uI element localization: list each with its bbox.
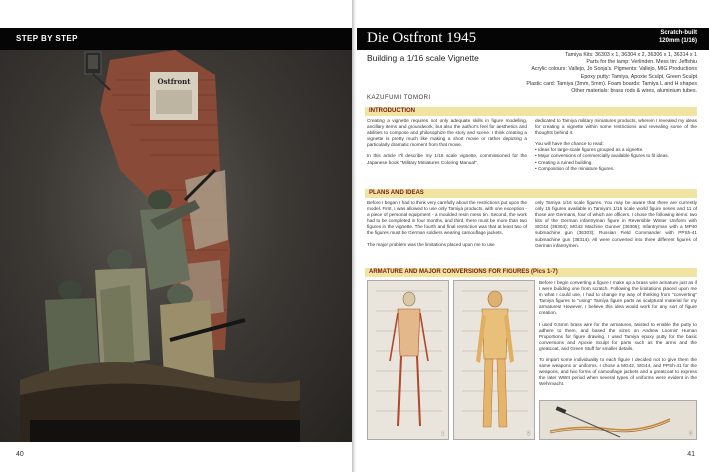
article-subtitle: Building a 1/16 scale Vignette [367, 53, 479, 63]
paragraph: I used 0.5mm brass wire for the armatures, twisted to enable the putty to adhere to them, and based the sizes on Andrew Loomis' Human Proportions for figure drawing. I used Tamiya epoxy putty for the basic conversions and Apoxie Sculpt for parts such as the arms and the greatcoat, and Green Stuff for smaller details. [539, 321, 697, 351]
left-page-footer [0, 442, 352, 472]
armature-heading-text [369, 269, 558, 275]
plans-heading [365, 189, 697, 198]
armature-heading-suffix: (Pics 1-7) [531, 269, 558, 275]
paragraph: Before I begin converting a figure I make up a brass wire armature just as if I were building one from scratch. Following the limitations placed upon me in what I could use, I had to change my way of thinking from "converting" Tamiya figures to "using" Tamiya figure parts as sculptural material for my armatures! However, I believe this idea would work for any sort of figure creation. [539, 280, 697, 316]
spec-line: Other materials: brass rods & wires, aluminium tubes. [571, 88, 697, 95]
armature-sketch-icon [368, 281, 449, 440]
paragraph: Creating a vignette requires not only adequate skills in figure modelling, ancillary items and groundwork, but also the author's feel for aesthetics and abilities to compose and philosophize the story and scene. I think creating a vignette is pretty much like making a short movie or rather depicting a particularly dramatic moment from that movie. [367, 118, 527, 148]
sculpt-progress-icon [454, 281, 535, 440]
introduction-heading-text: INTRODUCTION [369, 108, 415, 114]
page-number-left: 40 [16, 451, 24, 458]
paragraph: Before I began I had to think very carefully about the restrictions put upon the model. First, I was allowed to use only Tamiya products, with one exception - a piece of personal equipment - a moulded resin mess tin. Second, the work had to be completed in four months, and third, there must be more than two figures in the vignette. The fourth and final restriction was that at least two of the figures must be German soldiers wearing camouflage jackets. [367, 200, 527, 236]
armature-heading [365, 268, 697, 277]
plans-column-2 [535, 200, 697, 254]
plans-column-1 [367, 200, 527, 253]
spec-line: Tamiya Kits: 36303 x 1, 36304 x 2, 36306 x 1, 36314 x 1 [565, 52, 697, 58]
paragraph: dedicated to Tamiya military miniatures products, wherein I revealed my ideas for creating a vignette within some restrictions and revealing some of the thoughts behind it. [535, 118, 697, 136]
spec-line: Epoxy putty: Tamiya, Apoxie Sculpt, Green Sculpt [580, 73, 697, 80]
diorama-photo-icon [0, 50, 352, 442]
scale-badge-line1: Scratch-built [660, 30, 697, 36]
author-name: KAZUFUMI TOMORI [367, 95, 431, 101]
spec-line: Parts for the lamp: Verlinden. Mess tin: Jeffshiu [586, 59, 697, 66]
right-page [357, 0, 709, 472]
figure-number: 2 [527, 431, 530, 437]
list-item: • Composition of the miniature figures. [535, 165, 615, 171]
left-page-top-margin [0, 0, 352, 28]
paragraph: The major problem was the limitations placed upon me to use [367, 241, 495, 247]
diorama-photo [0, 50, 352, 442]
scale-badge [659, 29, 697, 45]
materials-list [497, 52, 697, 95]
figure-2 [453, 280, 535, 440]
paragraph: You will have the chance to read: [535, 141, 604, 147]
paragraph: To impart some individuality to each figure I decided not to give them the same weapons or uniforms. I chose a MG42, StG44, and PPSh-41 for the weapons, and two forms of camouflage jackets and a greatcoat to express the later WWII period when several types of uniforms were evident in the Wehrmacht. [539, 357, 697, 387]
introduction-column-1 [367, 118, 527, 171]
bullet-list [535, 147, 697, 171]
plans-heading-text: PLANS AND IDEAS [369, 190, 424, 196]
figure-3 [539, 400, 697, 440]
spec-line: Plastic card: Tamiya (3mm, 5mm). Foam boards: Tamiya L and H shapes [526, 80, 697, 87]
poster-text: Ostfront [157, 77, 191, 86]
scale-badge-line2: 120mm (1/16) [658, 38, 697, 44]
spec-line: Acrylic colours: Vallejo, Jo Sonja's. Pigments: Vallejo, MIG Productions [531, 66, 697, 73]
paragraph: In this article I'll describe my 1/16 scale vignette, commissioned for the Japanese book "Military Miniatures Coloring Manual", [367, 153, 527, 165]
page-number-right: 41 [687, 451, 695, 458]
list-item: • Major conversions of commercially available figures to fit ideas. [535, 153, 669, 159]
article-title: Die Ostfront 1945 [367, 30, 477, 46]
figure-number: 3 [689, 431, 692, 437]
figure-1 [367, 280, 449, 440]
section-label: STEP BY STEP [16, 34, 78, 43]
introduction-column-2 [535, 118, 697, 172]
brass-wire-icon [540, 401, 697, 440]
armature-heading-title: ARMATURE AND MAJOR CONVERSIONS FOR FIGURES [369, 269, 530, 275]
list-item: • Creating a ruined building. [535, 159, 593, 165]
left-page [0, 0, 352, 472]
introduction-heading [365, 107, 697, 116]
section-band [0, 28, 352, 50]
list-item: • Ideas for large-scale figures grouped as a vignette. [535, 147, 644, 153]
armature-text-column [539, 280, 697, 393]
figure-number: 1 [441, 431, 444, 437]
paragraph: only Tamiya 1/16 scale figures. You may be aware that there are currently only 15 figures available in Tamiya's 1/16 scale world figure series and 11 of those are Germans, four of which are officers. I chose the following items: two kits of the German infantryman figure in Reversible Winter Uniform with StG44 (36304); MG42 Machine Gunner (36306); Infantryman with a MP40 submachine gun (36303); Russian Field Commander with PPSh-41 submachine gun (36314). All were converted into three different figures of German infantrymen. [535, 200, 697, 248]
